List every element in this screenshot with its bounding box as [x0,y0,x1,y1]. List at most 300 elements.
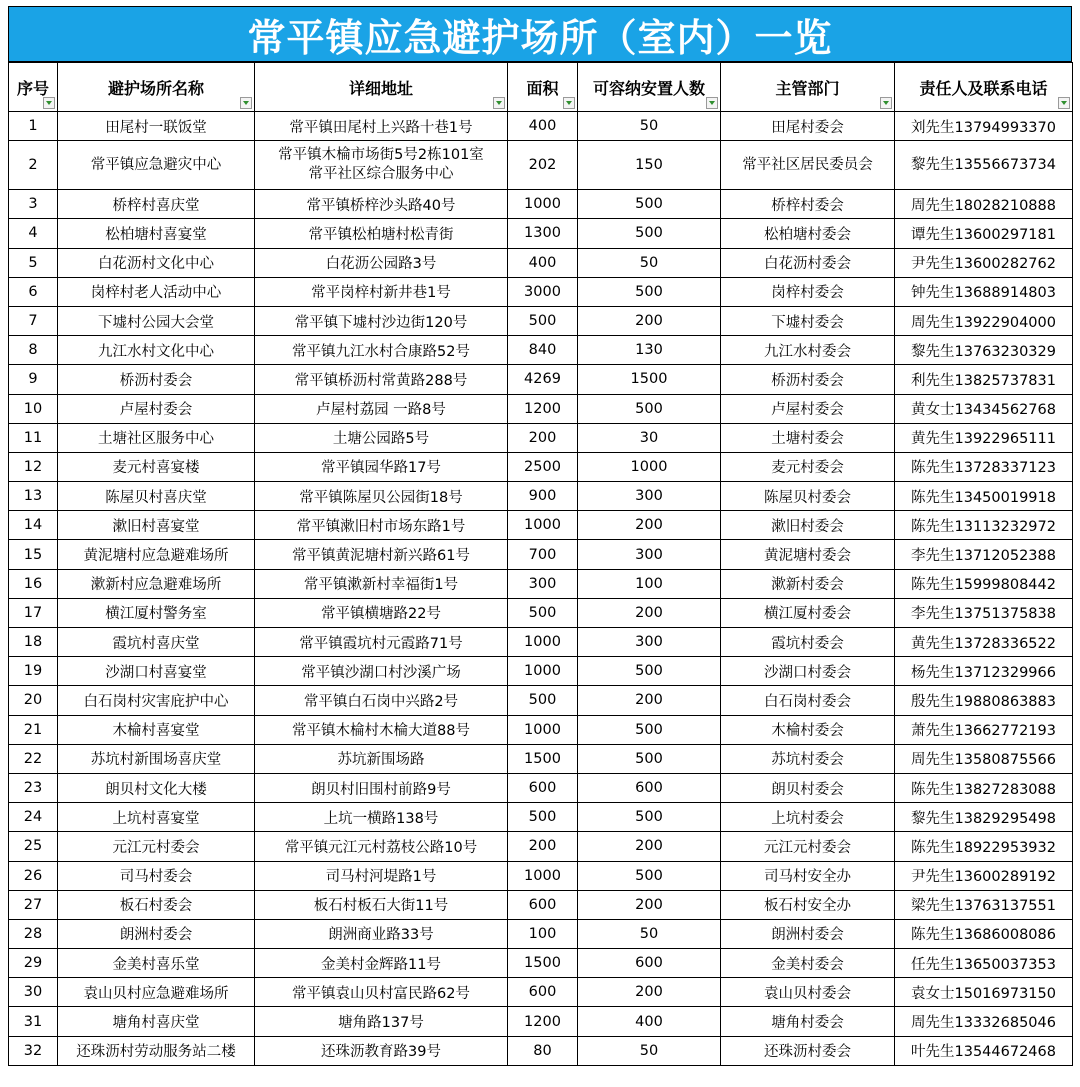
cell-capacity[interactable]: 500 [578,715,721,744]
cell-area[interactable]: 400 [508,112,578,141]
cell-no[interactable]: 20 [9,686,58,715]
cell-address[interactable] [255,540,508,569]
cell-address[interactable] [255,569,508,598]
address-line: 常平镇白石岗中兴路2号 [303,693,459,710]
cell-contact[interactable]: 黄先生13728336522 [895,628,1073,657]
cell-area[interactable]: 500 [508,686,578,715]
cell-no[interactable]: 5 [9,248,58,277]
cell-contact[interactable]: 周先生13580875566 [895,744,1073,773]
cell-name[interactable]: 下墟村公园大会堂 [58,306,255,335]
cell-area[interactable]: 200 [508,423,578,452]
table-row [9,482,1073,511]
cell-capacity[interactable]: 30 [578,423,721,452]
header-dept[interactable] [721,63,895,112]
header-label: 主管部门 [775,78,840,98]
cell-dept[interactable]: 常平社区居民委员会 [721,141,895,190]
cell-area[interactable]: 1000 [508,715,578,744]
cell-name[interactable]: 板石村委会 [58,890,255,919]
cell-area[interactable]: 600 [508,773,578,802]
address-line: 常平镇漱新村幸福街1号 [303,577,459,594]
table-row [9,190,1073,219]
cell-address[interactable] [255,394,508,423]
cell-contact[interactable]: 陈先生15999808442 [895,569,1073,598]
cell-contact[interactable]: 任先生13650037353 [895,949,1073,978]
cell-area[interactable]: 1200 [508,394,578,423]
cell-contact[interactable]: 谭先生13600297181 [895,219,1073,248]
cell-dept[interactable]: 白花沥村委会 [721,248,895,277]
address-line: 常平镇下墟村沙边街120号 [294,314,468,331]
table-row [9,949,1073,978]
address-line: 常平镇桥梓沙头路40号 [306,197,456,214]
cell-no[interactable]: 17 [9,598,58,627]
address-line: 塘角路137号 [338,1015,424,1032]
cell-capacity[interactable]: 400 [578,1007,721,1036]
cell-area[interactable]: 500 [508,306,578,335]
cell-address[interactable] [255,306,508,335]
cell-contact[interactable]: 黄女士13434562768 [895,394,1073,423]
cell-dept[interactable]: 木棆村委会 [721,715,895,744]
cell-name[interactable]: 田尾村一联饭堂 [58,112,255,141]
cell-dept[interactable]: 苏坑村委会 [721,744,895,773]
cell-dept[interactable]: 麦元村委会 [721,452,895,481]
cell-dept[interactable]: 霞坑村委会 [721,628,895,657]
cell-dept[interactable]: 白石岗村委会 [721,686,895,715]
cell-dept[interactable]: 卢屋村委会 [721,394,895,423]
cell-address[interactable] [255,686,508,715]
cell-capacity[interactable]: 500 [578,744,721,773]
cell-capacity[interactable]: 200 [578,686,721,715]
cell-capacity[interactable]: 600 [578,949,721,978]
cell-dept[interactable]: 漱旧村委会 [721,511,895,540]
table-row [9,306,1073,335]
cell-contact[interactable]: 殷先生19880863883 [895,686,1073,715]
cell-dept[interactable]: 上坑村委会 [721,803,895,832]
table-row [9,423,1073,452]
cell-name[interactable]: 塘角村喜庆堂 [58,1007,255,1036]
cell-dept[interactable]: 朗洲村委会 [721,919,895,948]
cell-name[interactable]: 金美村喜乐堂 [58,949,255,978]
cell-no[interactable]: 11 [9,423,58,452]
cell-contact[interactable]: 萧先生13662772193 [895,715,1073,744]
cell-dept[interactable]: 朗贝村委会 [721,773,895,802]
address-line: 土塘公园路5号 [332,431,430,448]
header-label: 责任人及联系电话 [919,78,1048,98]
cell-capacity[interactable]: 500 [578,803,721,832]
cell-dept[interactable]: 还珠沥村委会 [721,1036,895,1065]
cell-area[interactable]: 1000 [508,628,578,657]
cell-contact[interactable]: 陈先生13686008086 [895,919,1073,948]
table-row [9,832,1073,861]
cell-dept[interactable]: 陈屋贝村委会 [721,482,895,511]
cell-name[interactable]: 沙湖口村喜宴堂 [58,657,255,686]
cell-name[interactable]: 白石岗村灾害庇护中心 [58,686,255,715]
cell-no[interactable]: 32 [9,1036,58,1065]
cell-address[interactable] [255,511,508,540]
cell-capacity[interactable]: 200 [578,511,721,540]
dropdown-filter-icon[interactable] [1058,97,1070,109]
table-row [9,715,1073,744]
address-line: 常平镇元江元村荔枝公路10号 [284,839,478,856]
cell-address[interactable] [255,219,508,248]
cell-capacity[interactable]: 500 [578,394,721,423]
cell-contact[interactable]: 李先生13751375838 [895,598,1073,627]
cell-address[interactable] [255,336,508,365]
cell-address[interactable] [255,277,508,306]
cell-area[interactable]: 1500 [508,744,578,773]
cell-address[interactable] [255,657,508,686]
cell-capacity[interactable]: 500 [578,657,721,686]
cell-dept[interactable]: 金美村委会 [721,949,895,978]
cell-contact[interactable]: 袁女士15016973150 [895,978,1073,1007]
cell-dept[interactable]: 沙湖口村委会 [721,657,895,686]
cell-address[interactable] [255,423,508,452]
cell-no[interactable]: 9 [9,365,58,394]
cell-dept[interactable]: 横江厦村委会 [721,598,895,627]
cell-name[interactable]: 黄泥塘村应急避难场所 [58,540,255,569]
cell-capacity[interactable]: 50 [578,1036,721,1065]
cell-no[interactable]: 14 [9,511,58,540]
cell-dept[interactable]: 司马村安全办 [721,861,895,890]
table-row [9,452,1073,481]
cell-dept[interactable]: 九江水村委会 [721,336,895,365]
cell-name[interactable]: 元江元村委会 [58,832,255,861]
cell-dept[interactable]: 元江元村委会 [721,832,895,861]
sheet [8,6,1072,1066]
cell-name[interactable]: 司马村委会 [58,861,255,890]
cell-contact[interactable]: 陈先生13728337123 [895,452,1073,481]
cell-no[interactable]: 25 [9,832,58,861]
cell-address[interactable] [255,598,508,627]
cell-no[interactable]: 29 [9,949,58,978]
address-line: 金美村金辉路11号 [321,956,441,973]
table-row [9,540,1073,569]
cell-name[interactable]: 霞坑村喜庆堂 [58,628,255,657]
table-row [9,861,1073,890]
cell-address[interactable] [255,861,508,890]
cell-no[interactable]: 15 [9,540,58,569]
cell-no[interactable]: 16 [9,569,58,598]
cell-capacity[interactable]: 1000 [578,452,721,481]
cell-no[interactable]: 31 [9,1007,58,1036]
address-line: 常平岗梓村新井巷1号 [311,285,451,302]
header-label: 面积 [526,78,559,98]
cell-contact[interactable]: 尹先生13600282762 [895,248,1073,277]
dropdown-filter-icon[interactable] [493,97,505,109]
cell-name[interactable]: 松柏塘村喜宴堂 [58,219,255,248]
cell-dept[interactable]: 黄泥塘村委会 [721,540,895,569]
cell-capacity[interactable]: 1500 [578,365,721,394]
address-line: 常平镇霞坑村元霞路71号 [299,635,463,652]
cell-dept[interactable]: 塘角村委会 [721,1007,895,1036]
cell-capacity[interactable]: 200 [578,832,721,861]
table-row [9,598,1073,627]
table-body [9,112,1073,1066]
table-row [9,141,1073,190]
cell-no[interactable]: 13 [9,482,58,511]
cell-dept[interactable]: 松柏塘村委会 [721,219,895,248]
cell-no[interactable]: 3 [9,190,58,219]
cell-capacity[interactable]: 100 [578,569,721,598]
cell-area[interactable]: 600 [508,890,578,919]
address-line: 常平镇九江水村合康路52号 [292,343,470,360]
address-line: 苏坑新围场路 [337,752,425,769]
header-name[interactable] [58,63,255,112]
header-no[interactable] [9,63,58,112]
address-line: 常平镇黄泥塘村新兴路61号 [292,548,470,565]
cell-capacity[interactable]: 200 [578,598,721,627]
cell-address[interactable] [255,365,508,394]
cell-address[interactable] [255,715,508,744]
table-row [9,978,1073,1007]
cell-name[interactable]: 九江水村文化中心 [58,336,255,365]
cell-address[interactable] [255,482,508,511]
address-line: 常平镇横塘路22号 [321,606,441,623]
cell-area[interactable]: 1300 [508,219,578,248]
cell-capacity[interactable]: 130 [578,336,721,365]
table-row [9,890,1073,919]
header-label: 可容纳安置人数 [592,78,705,98]
cell-name[interactable]: 朗贝村文化大楼 [58,773,255,802]
cell-name[interactable]: 卢屋村委会 [58,394,255,423]
table-row [9,628,1073,657]
cell-address[interactable] [255,1036,508,1065]
header-address[interactable] [255,63,508,112]
cell-address[interactable] [255,803,508,832]
cell-no[interactable]: 24 [9,803,58,832]
cell-dept[interactable]: 田尾村委会 [721,112,895,141]
cell-capacity[interactable]: 50 [578,248,721,277]
cell-address[interactable] [255,773,508,802]
cell-area[interactable]: 100 [508,919,578,948]
cell-name[interactable]: 土塘社区服务中心 [58,423,255,452]
cell-address[interactable] [255,744,508,773]
dropdown-filter-icon[interactable] [706,97,718,109]
address-line: 常平社区综合服务中心 [308,166,454,183]
cell-capacity[interactable]: 200 [578,306,721,335]
cell-no[interactable]: 19 [9,657,58,686]
cell-address[interactable] [255,141,508,190]
address-line: 常平镇木棆村木棆大道88号 [292,723,470,740]
cell-capacity[interactable]: 500 [578,190,721,219]
cell-capacity[interactable]: 300 [578,540,721,569]
cell-address[interactable] [255,628,508,657]
page-title: 常平镇应急避护场所（室内）一览 [247,15,833,60]
cell-address[interactable] [255,949,508,978]
cell-contact[interactable]: 陈先生13113232972 [895,511,1073,540]
cell-capacity[interactable]: 150 [578,141,721,190]
cell-address[interactable] [255,112,508,141]
cell-capacity[interactable]: 500 [578,277,721,306]
cell-contact[interactable]: 黄先生13922965111 [895,423,1073,452]
cell-no[interactable]: 26 [9,861,58,890]
cell-contact[interactable]: 刘先生13794993370 [895,112,1073,141]
cell-area[interactable]: 900 [508,482,578,511]
address-line: 常平镇沙湖口村沙溪广场 [301,664,461,681]
cell-capacity[interactable]: 500 [578,861,721,890]
cell-contact[interactable]: 尹先生13600289192 [895,861,1073,890]
cell-no[interactable]: 27 [9,890,58,919]
cell-name[interactable]: 木棆村喜宴堂 [58,715,255,744]
cell-contact[interactable]: 叶先生13544672468 [895,1036,1073,1065]
cell-dept[interactable]: 袁山贝村委会 [721,978,895,1007]
cell-capacity[interactable]: 300 [578,628,721,657]
cell-no[interactable]: 6 [9,277,58,306]
dropdown-filter-icon[interactable] [43,97,55,109]
cell-area[interactable]: 600 [508,978,578,1007]
cell-name[interactable]: 袁山贝村应急避难场所 [58,978,255,1007]
address-line: 卢屋村荔园 一路8号 [316,402,446,419]
cell-capacity[interactable]: 50 [578,919,721,948]
header-label: 序号 [16,78,49,98]
cell-capacity[interactable]: 300 [578,482,721,511]
cell-area[interactable]: 80 [508,1036,578,1065]
cell-area[interactable]: 202 [508,141,578,190]
cell-contact[interactable]: 利先生13825737831 [895,365,1073,394]
address-line: 常平镇松柏塘村松青街 [308,226,454,243]
cell-contact[interactable]: 周先生18028210888 [895,190,1073,219]
table-row [9,248,1073,277]
table-row [9,686,1073,715]
cell-capacity[interactable]: 200 [578,978,721,1007]
table-row [9,1036,1073,1065]
dropdown-filter-icon[interactable] [563,97,575,109]
cell-dept[interactable]: 板石村安全办 [721,890,895,919]
table-row [9,803,1073,832]
cell-contact[interactable]: 梁先生13763137551 [895,890,1073,919]
header-contact[interactable] [895,63,1073,112]
cell-area[interactable]: 1000 [508,511,578,540]
cell-no[interactable]: 22 [9,744,58,773]
cell-name[interactable]: 岗梓村老人活动中心 [58,277,255,306]
cell-no[interactable]: 28 [9,919,58,948]
cell-name[interactable]: 白花沥村文化中心 [58,248,255,277]
cell-contact[interactable]: 李先生13712052388 [895,540,1073,569]
cell-address[interactable] [255,248,508,277]
table-row [9,569,1073,598]
cell-name[interactable]: 陈屋贝村喜庆堂 [58,482,255,511]
header-label: 避护场所名称 [107,78,204,98]
address-line: 常平镇桥沥村常黄路288号 [294,372,468,389]
cell-dept[interactable]: 桥沥村委会 [721,365,895,394]
cell-address[interactable] [255,190,508,219]
table-row [9,657,1073,686]
cell-no[interactable]: 4 [9,219,58,248]
cell-no[interactable]: 2 [9,141,58,190]
cell-area[interactable]: 1200 [508,1007,578,1036]
cell-contact[interactable]: 周先生13922904000 [895,306,1073,335]
cell-contact[interactable]: 杨先生13712329966 [895,657,1073,686]
cell-area[interactable]: 4269 [508,365,578,394]
cell-name[interactable]: 桥沥村委会 [58,365,255,394]
shelter-table [8,62,1073,1066]
cell-contact[interactable]: 陈先生13827283088 [895,773,1073,802]
cell-name[interactable]: 还珠沥村劳动服务站二楼 [58,1036,255,1065]
address-line: 常平镇田尾村上兴路十巷1号 [289,119,473,136]
cell-area[interactable]: 2500 [508,452,578,481]
cell-contact[interactable]: 陈先生13450019918 [895,482,1073,511]
cell-no[interactable]: 10 [9,394,58,423]
cell-area[interactable]: 840 [508,336,578,365]
address-line: 常平镇木棆市场街5号2栋101室 [278,147,484,164]
cell-capacity[interactable]: 600 [578,773,721,802]
cell-name[interactable]: 麦元村喜宴楼 [58,452,255,481]
cell-area[interactable]: 1500 [508,949,578,978]
cell-address[interactable] [255,452,508,481]
cell-area[interactable]: 3000 [508,277,578,306]
cell-name[interactable]: 朗洲村委会 [58,919,255,948]
cell-name[interactable]: 横江厦村警务室 [58,598,255,627]
cell-area[interactable]: 400 [508,248,578,277]
cell-area[interactable]: 1000 [508,190,578,219]
cell-area[interactable]: 1000 [508,657,578,686]
cell-no[interactable]: 7 [9,306,58,335]
cell-area[interactable]: 1000 [508,861,578,890]
cell-name[interactable]: 漱新村应急避难场所 [58,569,255,598]
header-area[interactable] [508,63,578,112]
table-row [9,773,1073,802]
cell-name[interactable]: 上坑村喜宴堂 [58,803,255,832]
cell-dept[interactable]: 下墟村委会 [721,306,895,335]
cell-contact[interactable]: 钟先生13688914803 [895,277,1073,306]
cell-contact[interactable]: 陈先生18922953932 [895,832,1073,861]
cell-dept[interactable]: 岗梓村委会 [721,277,895,306]
cell-no[interactable]: 30 [9,978,58,1007]
table-row [9,277,1073,306]
cell-name[interactable]: 漱旧村喜宴堂 [58,511,255,540]
header-capacity[interactable] [578,63,721,112]
cell-name[interactable]: 常平镇应急避灾中心 [58,141,255,190]
cell-dept[interactable]: 桥梓村委会 [721,190,895,219]
cell-address[interactable] [255,978,508,1007]
cell-no[interactable]: 1 [9,112,58,141]
cell-area[interactable]: 700 [508,540,578,569]
address-line: 板石村板石大街11号 [313,898,449,915]
address-line: 常平镇漱旧村市场东路1号 [296,518,466,535]
cell-no[interactable]: 23 [9,773,58,802]
cell-area[interactable]: 200 [508,832,578,861]
cell-address[interactable] [255,890,508,919]
cell-capacity[interactable]: 500 [578,219,721,248]
cell-capacity[interactable]: 50 [578,112,721,141]
cell-dept[interactable]: 土塘村委会 [721,423,895,452]
dropdown-filter-icon[interactable] [240,97,252,109]
table-row [9,744,1073,773]
cell-area[interactable]: 500 [508,803,578,832]
table-row [9,919,1073,948]
cell-no[interactable]: 18 [9,628,58,657]
cell-area[interactable]: 300 [508,569,578,598]
cell-contact[interactable]: 周先生13332685046 [895,1007,1073,1036]
dropdown-filter-icon[interactable] [880,97,892,109]
cell-no[interactable]: 21 [9,715,58,744]
cell-address[interactable] [255,919,508,948]
cell-address[interactable] [255,1007,508,1036]
cell-dept[interactable]: 漱新村委会 [721,569,895,598]
cell-contact[interactable]: 黎先生13763230329 [895,336,1073,365]
cell-contact[interactable]: 黎先生13829295498 [895,803,1073,832]
title-bar [8,6,1072,62]
cell-name[interactable]: 苏坑村新围场喜庆堂 [58,744,255,773]
cell-contact[interactable]: 黎先生13556673734 [895,141,1073,190]
cell-no[interactable]: 8 [9,336,58,365]
cell-no[interactable]: 12 [9,452,58,481]
table-row [9,511,1073,540]
cell-capacity[interactable]: 200 [578,890,721,919]
cell-address[interactable] [255,832,508,861]
cell-name[interactable]: 桥梓村喜庆堂 [58,190,255,219]
address-line: 常平镇园华路17号 [321,460,441,477]
cell-area[interactable]: 500 [508,598,578,627]
